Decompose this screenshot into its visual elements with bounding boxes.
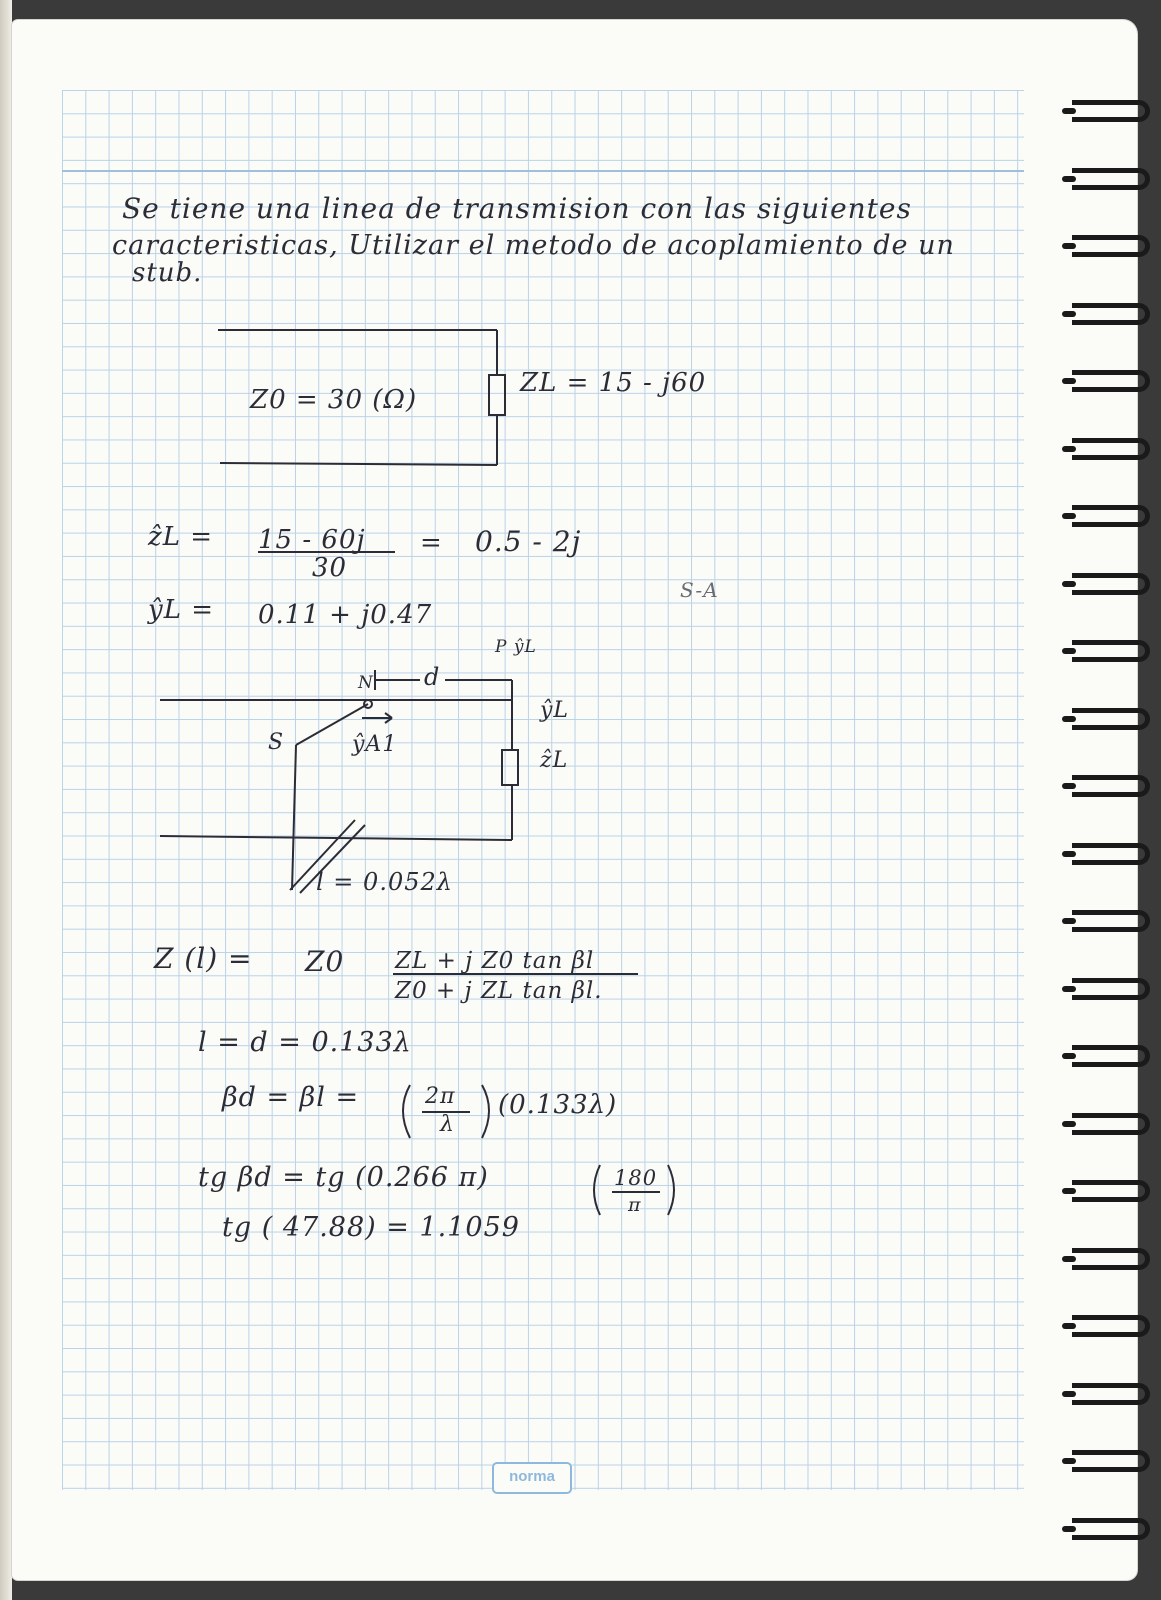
spiral-ring xyxy=(1072,370,1150,392)
spiral-ring xyxy=(1072,1315,1150,1337)
step-2-frac-num: 2π xyxy=(425,1084,456,1109)
brand-logo: norma xyxy=(492,1462,572,1494)
circuit-2-s-label: S xyxy=(268,730,285,755)
spiral-binding xyxy=(1072,80,1161,1560)
step-2-rhs: (0.133λ) xyxy=(498,1090,618,1120)
step-4: tg ( 47.88) = 1.1059 xyxy=(222,1212,520,1243)
circuit-1-z0: Z0 = 30 (Ω) xyxy=(250,385,418,415)
spiral-ring xyxy=(1072,438,1150,460)
zl-hat-label: ẑL = xyxy=(148,522,214,552)
circuit-2-p-yl: P ŷL xyxy=(495,637,537,657)
spiral-ring xyxy=(1072,1113,1150,1135)
problem-line-3: stub. xyxy=(132,258,203,288)
side-note: S-A xyxy=(680,578,719,602)
circuit-2-yl-hat: ŷL xyxy=(540,698,570,723)
circuit-1-zl: ZL = 15 - j60 xyxy=(520,368,707,398)
yl-hat-label: ŷL = xyxy=(148,595,215,625)
spiral-ring xyxy=(1072,303,1150,325)
zl-hat-numerator: 15 - 60j xyxy=(258,525,366,555)
circuit-2-ya1: ŷA1 xyxy=(352,732,398,757)
yl-hat-value: 0.11 + j0.47 xyxy=(258,600,433,630)
formula-numerator: ZL + j Z0 tan βl xyxy=(395,948,595,974)
zl-hat-result: 0.5 - 2j xyxy=(475,525,582,558)
step-2-frac-den: λ xyxy=(440,1112,455,1137)
circuit-2-d-label: d xyxy=(424,663,441,691)
zl-hat-equals: = xyxy=(420,528,443,558)
spiral-ring xyxy=(1072,1383,1150,1405)
spiral-ring xyxy=(1072,505,1150,527)
spiral-ring xyxy=(1072,978,1150,1000)
spiral-ring xyxy=(1072,1248,1150,1270)
spiral-ring xyxy=(1072,640,1150,662)
formula-lhs: Z (l) = xyxy=(154,942,253,975)
formula-denominator: Z0 + j ZL tan βl. xyxy=(395,978,603,1004)
circuit-2-n-label: N xyxy=(358,673,374,693)
spiral-ring xyxy=(1072,573,1150,595)
circuit-2-zl-hat: ẑL xyxy=(540,748,569,773)
circuit-2-stub-length: l = 0.052λ xyxy=(316,868,453,896)
spiral-ring xyxy=(1072,1180,1150,1202)
spiral-ring xyxy=(1072,910,1150,932)
spiral-ring xyxy=(1072,1518,1150,1540)
spiral-ring xyxy=(1072,708,1150,730)
spiral-ring xyxy=(1072,1450,1150,1472)
spiral-ring xyxy=(1072,168,1150,190)
spiral-ring xyxy=(1072,100,1150,122)
step-1: l = d = 0.133λ xyxy=(198,1027,412,1058)
step-3-frac-num: 180 xyxy=(614,1166,658,1190)
step-3-lhs: tg βd = tg (0.266 π) xyxy=(198,1162,489,1193)
problem-line-2: caracteristicas, Utilizar el metodo de acoplamiento de un xyxy=(112,230,955,261)
step-2-lhs: βd = βl = xyxy=(222,1082,360,1113)
problem-line-1: Se tiene una linea de transmision con las siguientes xyxy=(122,192,912,225)
step-3-frac-den: π xyxy=(628,1194,642,1216)
spiral-ring xyxy=(1072,775,1150,797)
zl-hat-denominator: 30 xyxy=(312,553,348,583)
spiral-ring xyxy=(1072,235,1150,257)
spiral-ring xyxy=(1072,1045,1150,1067)
formula-z0: Z0 xyxy=(305,945,345,978)
spiral-ring xyxy=(1072,843,1150,865)
